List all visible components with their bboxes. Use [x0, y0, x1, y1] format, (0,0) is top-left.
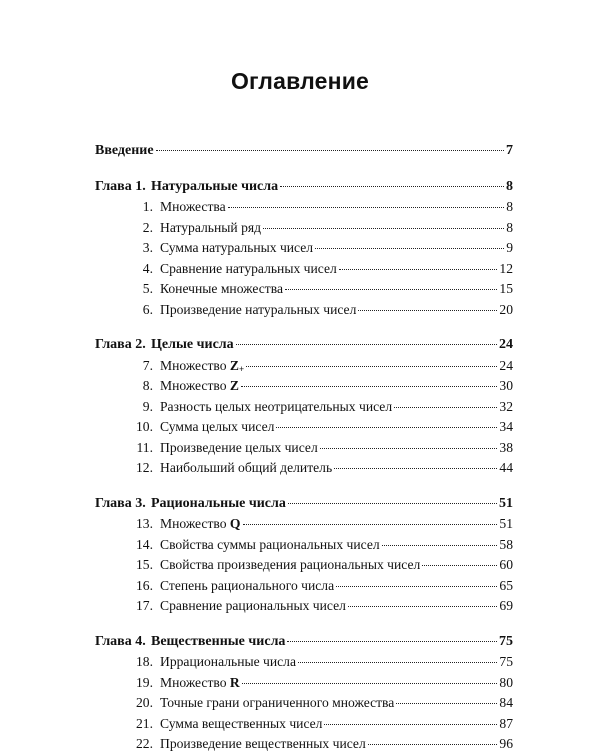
dot-leader: [422, 554, 497, 566]
section-number: 10.: [136, 419, 153, 434]
section-label: Степень рационального числа: [160, 577, 335, 593]
section-label-wrap: [160, 218, 261, 239]
section-page: 44: [499, 460, 513, 475]
section-label-wrap: [160, 555, 420, 576]
dot-leader: [334, 457, 497, 469]
set-symbol: R: [229, 674, 240, 690]
section-number: 20.: [136, 695, 153, 710]
toc-section-4[interactable]: [95, 259, 513, 280]
section-label: Сравнение рациональных чисел: [160, 598, 346, 613]
section-label-wrap: [160, 197, 226, 218]
section-page: 65: [499, 577, 513, 593]
section-page: 80: [499, 674, 513, 690]
section-label-wrap: [160, 693, 394, 714]
dot-leader: [315, 237, 504, 249]
section-page: 38: [499, 439, 513, 455]
section-number: 1.: [142, 199, 153, 214]
toc-section-14[interactable]: [95, 535, 513, 556]
section-label: Иррациональные числа: [160, 654, 297, 669]
toc-chapter-2[interactable]: [95, 335, 513, 356]
dot-leader: [263, 217, 504, 229]
toc-section-17[interactable]: [95, 596, 513, 617]
toc-entry-intro[interactable]: [95, 141, 513, 162]
toc-section-21[interactable]: [95, 714, 513, 735]
toc-intro-page: 7: [506, 143, 513, 158]
section-page: 8: [506, 199, 513, 214]
section-page: 24: [499, 357, 513, 373]
section-number: 5.: [142, 281, 153, 296]
page-title: Оглавление: [230, 68, 370, 94]
section-label-wrap: [160, 376, 239, 397]
section-label: Множество: [160, 357, 227, 373]
chapter-title: Натуральные числа: [151, 178, 279, 194]
section-number: 8.: [142, 378, 153, 393]
section-label: Множество: [160, 674, 227, 690]
chapter-number: Глава 1.: [95, 178, 146, 194]
section-number: 21.: [136, 715, 153, 731]
chapter-title: Вещественные числа: [151, 633, 286, 649]
section-number: 19.: [136, 674, 153, 690]
chapters-list: [95, 162, 513, 755]
section-label: Сумма целых чисел: [160, 419, 275, 434]
dot-leader: [382, 534, 498, 546]
section-label-wrap: [160, 458, 332, 479]
section-page: 51: [499, 516, 513, 531]
chapter-number: Глава 3.: [95, 495, 146, 511]
dot-leader: [358, 299, 497, 311]
section-number: 18.: [136, 654, 153, 669]
section-label: Натуральный ряд: [160, 219, 262, 235]
section-number: 3.: [142, 240, 153, 255]
toc-section-8[interactable]: [95, 376, 513, 397]
toc-section-20[interactable]: [95, 693, 513, 714]
toc-intro-label: Введение: [95, 143, 154, 158]
section-label: Свойства произведения рациональных чисел: [160, 557, 421, 572]
section-label-wrap: [160, 238, 313, 259]
dot-leader: [228, 196, 505, 208]
section-page: 20: [499, 301, 513, 317]
section-label: Множество: [160, 516, 227, 531]
section-number: 22.: [136, 736, 153, 751]
chapter-number: Глава 2.: [95, 337, 146, 352]
section-page: 34: [499, 419, 513, 434]
dot-leader: [285, 278, 497, 290]
section-page: 60: [499, 557, 513, 572]
chapter-page: 24: [499, 337, 513, 352]
chapter-page: 8: [506, 178, 513, 194]
section-number: 2.: [142, 219, 153, 235]
toc-section-2[interactable]: [95, 218, 513, 239]
section-label-wrap: [160, 259, 337, 280]
section-page: 69: [499, 598, 513, 613]
set-symbol: Z: [229, 357, 239, 373]
dot-leader: [394, 396, 497, 408]
section-number: 4.: [142, 260, 153, 276]
section-label: Свойства суммы рациональных чисел: [160, 536, 380, 552]
toc-section-13[interactable]: [95, 514, 513, 535]
set-subscript: +: [239, 363, 245, 374]
section-label: Сравнение натуральных чисел: [160, 260, 337, 276]
dot-leader: [276, 416, 497, 428]
toc-chapter-3[interactable]: [95, 494, 513, 515]
toc-section-7[interactable]: [95, 356, 513, 377]
section-number: 17.: [136, 598, 153, 613]
toc-section-19[interactable]: [95, 673, 513, 694]
dot-leader: [241, 375, 497, 387]
chapter-title: Рациональные числа: [151, 495, 286, 511]
section-number: 15.: [136, 557, 153, 572]
section-label: Произведение вещественных чисел: [160, 736, 366, 751]
dot-leader: [339, 258, 498, 270]
chapter-number: Глава 4.: [95, 633, 146, 649]
dot-leader: [287, 629, 497, 641]
set-symbol: Z: [229, 378, 239, 393]
section-page: 8: [506, 219, 513, 235]
chapter-title: Целые числа: [151, 337, 234, 352]
section-page: 30: [499, 378, 513, 393]
toc-section-9[interactable]: [95, 397, 513, 418]
dot-leader: [236, 333, 497, 345]
dot-leader: [298, 651, 497, 663]
toc-section-3[interactable]: [95, 238, 513, 259]
section-label-wrap: [160, 734, 366, 755]
section-page: 75: [499, 654, 513, 669]
dot-leader: [246, 355, 497, 367]
section-label: Произведение натуральных чисел: [160, 301, 357, 317]
toc-section-12[interactable]: [95, 458, 513, 479]
section-label: Сумма вещественных чисел: [160, 715, 323, 731]
section-page: 58: [499, 536, 513, 552]
section-label: Множество: [160, 378, 227, 393]
section-number: 14.: [136, 536, 153, 552]
section-page: 12: [499, 260, 513, 276]
section-number: 16.: [136, 577, 153, 593]
section-label-wrap: [160, 279, 283, 300]
dot-leader: [243, 513, 498, 525]
toc-section-11[interactable]: [95, 438, 513, 459]
set-symbol: Q: [229, 516, 241, 531]
section-number: 7.: [142, 357, 153, 373]
toc-section-1[interactable]: [95, 197, 513, 218]
dot-leader: [396, 692, 497, 704]
section-label-wrap: [160, 673, 240, 694]
section-label-wrap: [160, 652, 296, 673]
chapter-page: 75: [499, 633, 513, 649]
section-label: Сумма натуральных чисел: [160, 240, 314, 255]
toc-section-22[interactable]: [95, 734, 513, 755]
dot-leader: [242, 672, 498, 684]
toc-section-6[interactable]: [95, 300, 513, 321]
section-number: 11.: [136, 439, 153, 455]
toc-section-5[interactable]: [95, 279, 513, 300]
section-label-wrap: [160, 300, 356, 321]
dot-leader: [336, 575, 497, 587]
toc-section-15[interactable]: [95, 555, 513, 576]
dot-leader: [368, 733, 498, 745]
section-number: 9.: [142, 398, 153, 414]
toc-section-16[interactable]: [95, 576, 513, 597]
section-label-wrap: [160, 596, 346, 617]
section-number: 12.: [136, 460, 153, 475]
section-label-wrap: [160, 438, 318, 459]
toc-section-18[interactable]: [95, 652, 513, 673]
section-label-wrap: [160, 576, 334, 597]
section-label: Разность целых неотрицательных чисел: [160, 398, 393, 414]
section-label-wrap: [160, 714, 322, 735]
section-label-wrap: [160, 514, 241, 535]
dot-leader: [348, 595, 497, 607]
dot-leader: [156, 139, 504, 151]
section-label: Точные грани ограниченного множества: [160, 695, 395, 710]
dot-leader: [324, 713, 497, 725]
toc-section-10[interactable]: [95, 417, 513, 438]
section-page: 87: [499, 715, 513, 731]
dot-leader: [288, 491, 497, 503]
table-of-contents: [95, 141, 513, 755]
section-page: 32: [499, 398, 513, 414]
section-label-wrap: [160, 417, 274, 438]
toc-chapter-4[interactable]: [95, 632, 513, 653]
section-page: 96: [499, 736, 513, 751]
section-label: Наибольший общий делитель: [160, 460, 333, 475]
chapter-page: 51: [499, 495, 513, 511]
section-label: Множества: [160, 199, 226, 214]
section-label-wrap: [160, 397, 392, 418]
section-label-wrap: [160, 535, 380, 556]
dot-leader: [320, 437, 498, 449]
section-label: Произведение целых чисел: [160, 439, 318, 455]
section-page: 84: [499, 695, 513, 710]
section-number: 13.: [136, 516, 153, 531]
toc-chapter-1[interactable]: [95, 177, 513, 198]
section-label: Конечные множества: [160, 281, 284, 296]
dot-leader: [280, 174, 504, 186]
section-page: 9: [506, 240, 513, 255]
section-page: 15: [499, 281, 513, 296]
section-number: 6.: [142, 301, 153, 317]
